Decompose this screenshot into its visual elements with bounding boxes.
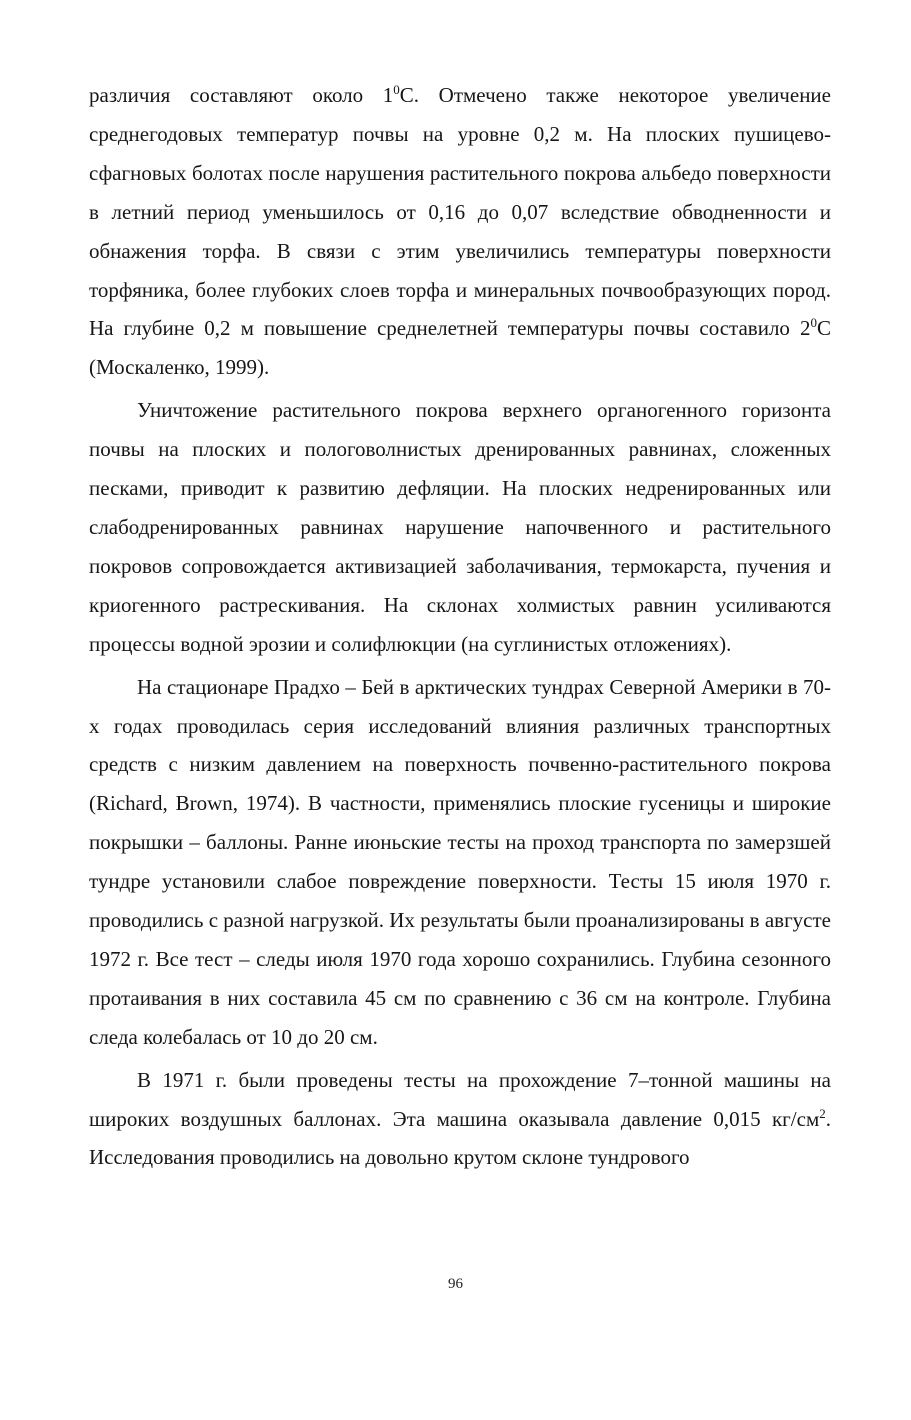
page-number: 96 [448,1276,463,1292]
text-run: На стационаре Прадхо – Бей в арктических тундрах Северной Америки в 70-х годах проводилась серия исследований влияния различных транспортных средств с низким давлением на поверхность почвенно-растительного покрова (Richard, Brown, 1974). В частности, применялись плоские гусеницы и широкие покрышки – баллоны. Ранне июньские тесты на проход транспорта по замерзшей тундре установили слабое повреждение поверхности. Тесты 15 июля 1970 г. проводились с разной нагрузкой. Их результаты были проанализированы в августе 1972 г. Все тест – следы июля 1970 года хорошо сохранились. Глубина сезонного протаивания в них составила 45 см по сравнению с 36 см на контроле. Глубина следа колебалась от 10 до 20 см. [89,674,831,1049]
text-run: . Исследования проводились на довольно крутом склоне тундрового [89,1106,831,1170]
superscript: 0 [810,315,817,331]
paragraph-2 [89,391,831,663]
text-run: Уничтожение растительного покрова верхнего органогенного горизонта почвы на плоских и пологоволнистых дренированных равнинах, сложенных песками, приводит к развитию дефляции. На плоских недренированных или слабодренированных равнинах нарушение напочвенного и растительного покровов сопровождается активизацией заболачивания, термокарста, пучения и криогенного растрескивания. На склонах холмистых равнин усиливаются процессы водной эрозии и солифлюкции (на суглинистых отложениях). [89,398,831,656]
text-run: С (Москаленко, 1999). [89,316,831,380]
text-run: С. Отмечено также некоторое увеличение среднегодовых температур почвы на уровне 0,2 м. На плоских пушицево-сфагновых болотах после нарушения растительного покрова альбедо поверхности в летний период уменьшилось от 0,16 до 0,07 вследствие обводненности и обнажения торфа. В связи с этим увеличились температуры поверхности торфяника, более глубоких слоев торфа и минеральных почвообразующих пород. На глубине 0,2 м повышение среднелетней температуры почвы составило 2 [89,83,831,341]
paragraph-3 [89,668,831,1057]
superscript: 0 [393,82,400,97]
paragraph-4 [89,1061,831,1178]
paragraph-1 [89,76,831,387]
superscript: 2 [819,1105,826,1121]
text-run: В 1971 г. были проведены тесты на прохождение 7–тонной машины на широких воздушных баллонах. Эта машина оказывала давление 0,015 кг/см [89,1067,831,1131]
body-text [89,76,831,1177]
text-run: различия составляют около 1 [89,83,394,107]
